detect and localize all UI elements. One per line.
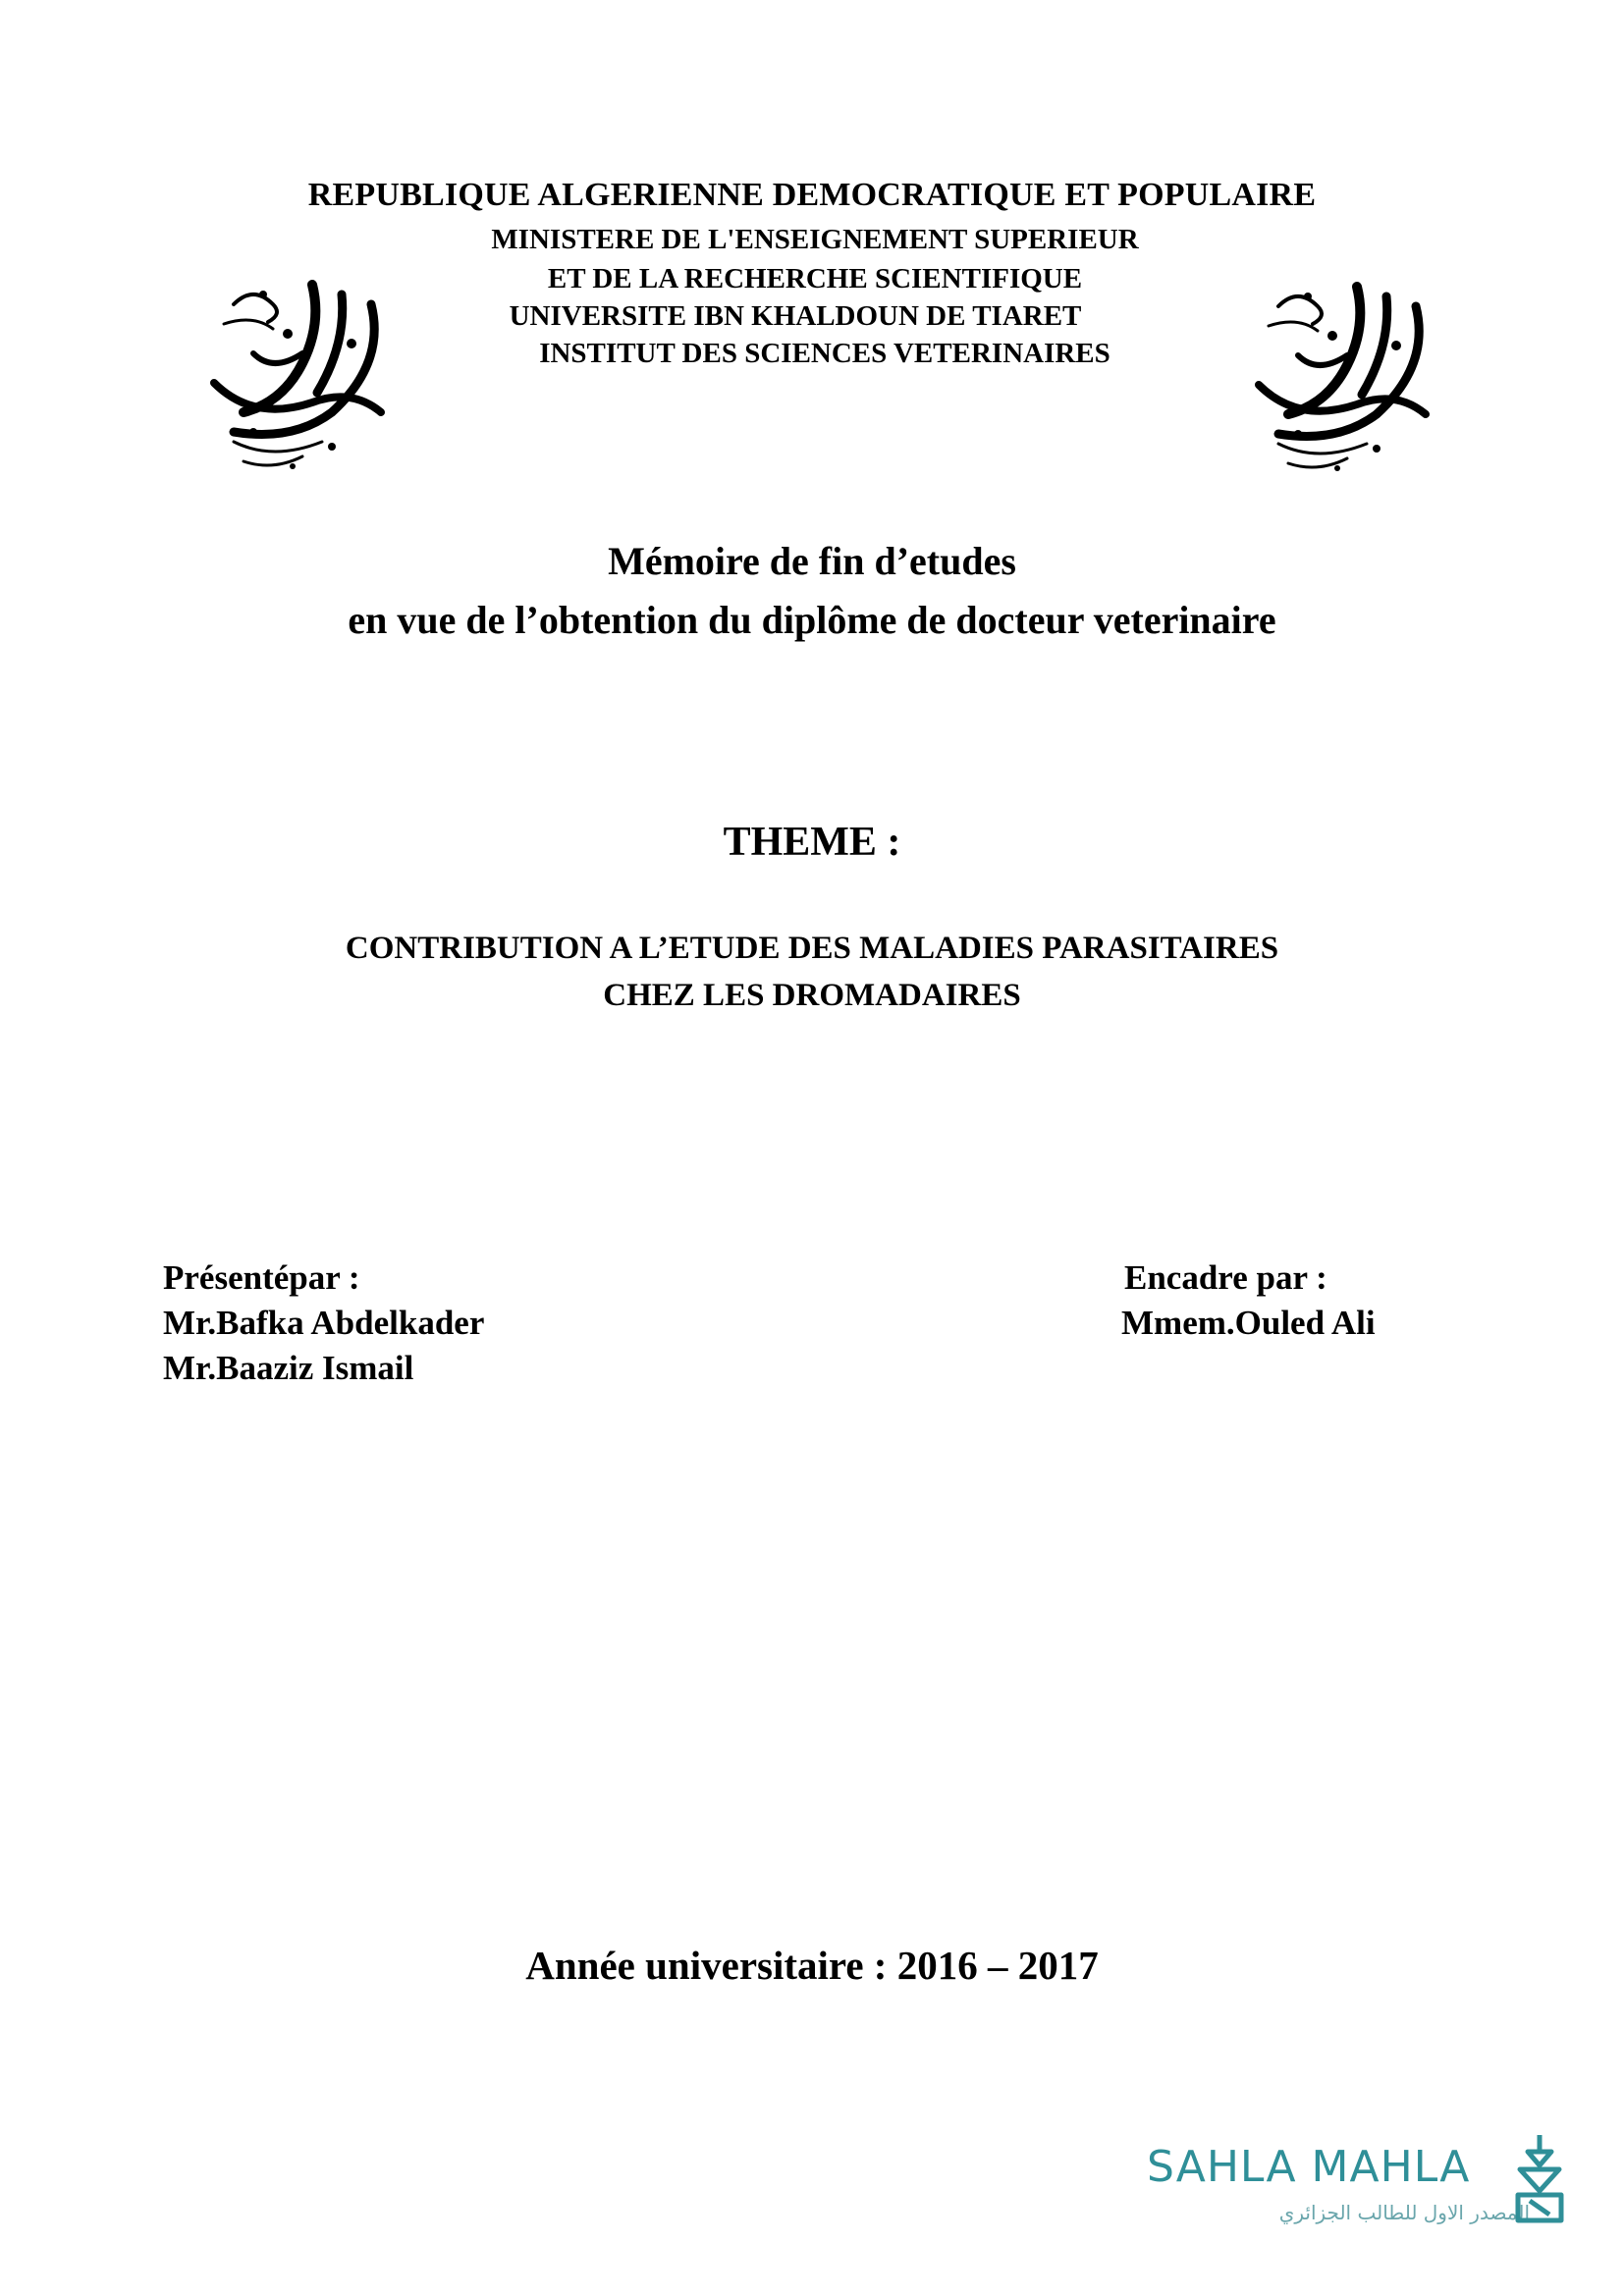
header-institut: INSTITUT DES SCIENCES VETERINAIRES [539, 338, 1110, 369]
theme-label: THEME : [723, 820, 901, 865]
header-republique: REPUBLIQUE ALGERIENNE DEMOCRATIQUE ET POPULAIRE [307, 177, 1317, 213]
theme-line2: CHEZ LES DROMADAIRES [603, 978, 1021, 1013]
student-name: Mr.Baaziz Ismail [163, 1349, 414, 1387]
header-ministere: MINISTERE DE L'ENSEIGNEMENT SUPERIEUR [491, 224, 1139, 255]
university-logo-right [1239, 267, 1465, 483]
sahla-mahla-logo-icon [1510, 2130, 1569, 2228]
header-recherche: ET DE LA RECHERCHE SCIENTIFIQUE [547, 263, 1083, 294]
supervisor-name: Mmem.Ouled Ali [1121, 1304, 1376, 1342]
sahla-mahla-watermark [1139, 2130, 1581, 2238]
watermark-name: SAHLA MAHLA [1147, 2142, 1471, 2192]
theme-line1: CONTRIBUTION A L’ETUDE DES MALADIES PARASITAIRES [345, 931, 1279, 966]
presented-by-label: Présentépar : [163, 1258, 360, 1297]
memoire-title-line1: Mémoire de fin d’etudes [608, 539, 1016, 583]
academic-year: Année universitaire : 2016 – 2017 [525, 1943, 1099, 1988]
header-universite: UNIVERSITE IBN KHALDOUN DE TIARET [509, 300, 1082, 332]
watermark-tagline: المصدر الاول للطالب الجزائري [1278, 2201, 1530, 2224]
supervised-by-label: Encadre par : [1124, 1258, 1327, 1297]
memoire-title-line2: en vue de l’obtention du diplôme de docteur veterinaire [348, 598, 1276, 642]
university-logo-left [194, 265, 420, 481]
student-name: Mr.Bafka Abdelkader [163, 1304, 485, 1342]
